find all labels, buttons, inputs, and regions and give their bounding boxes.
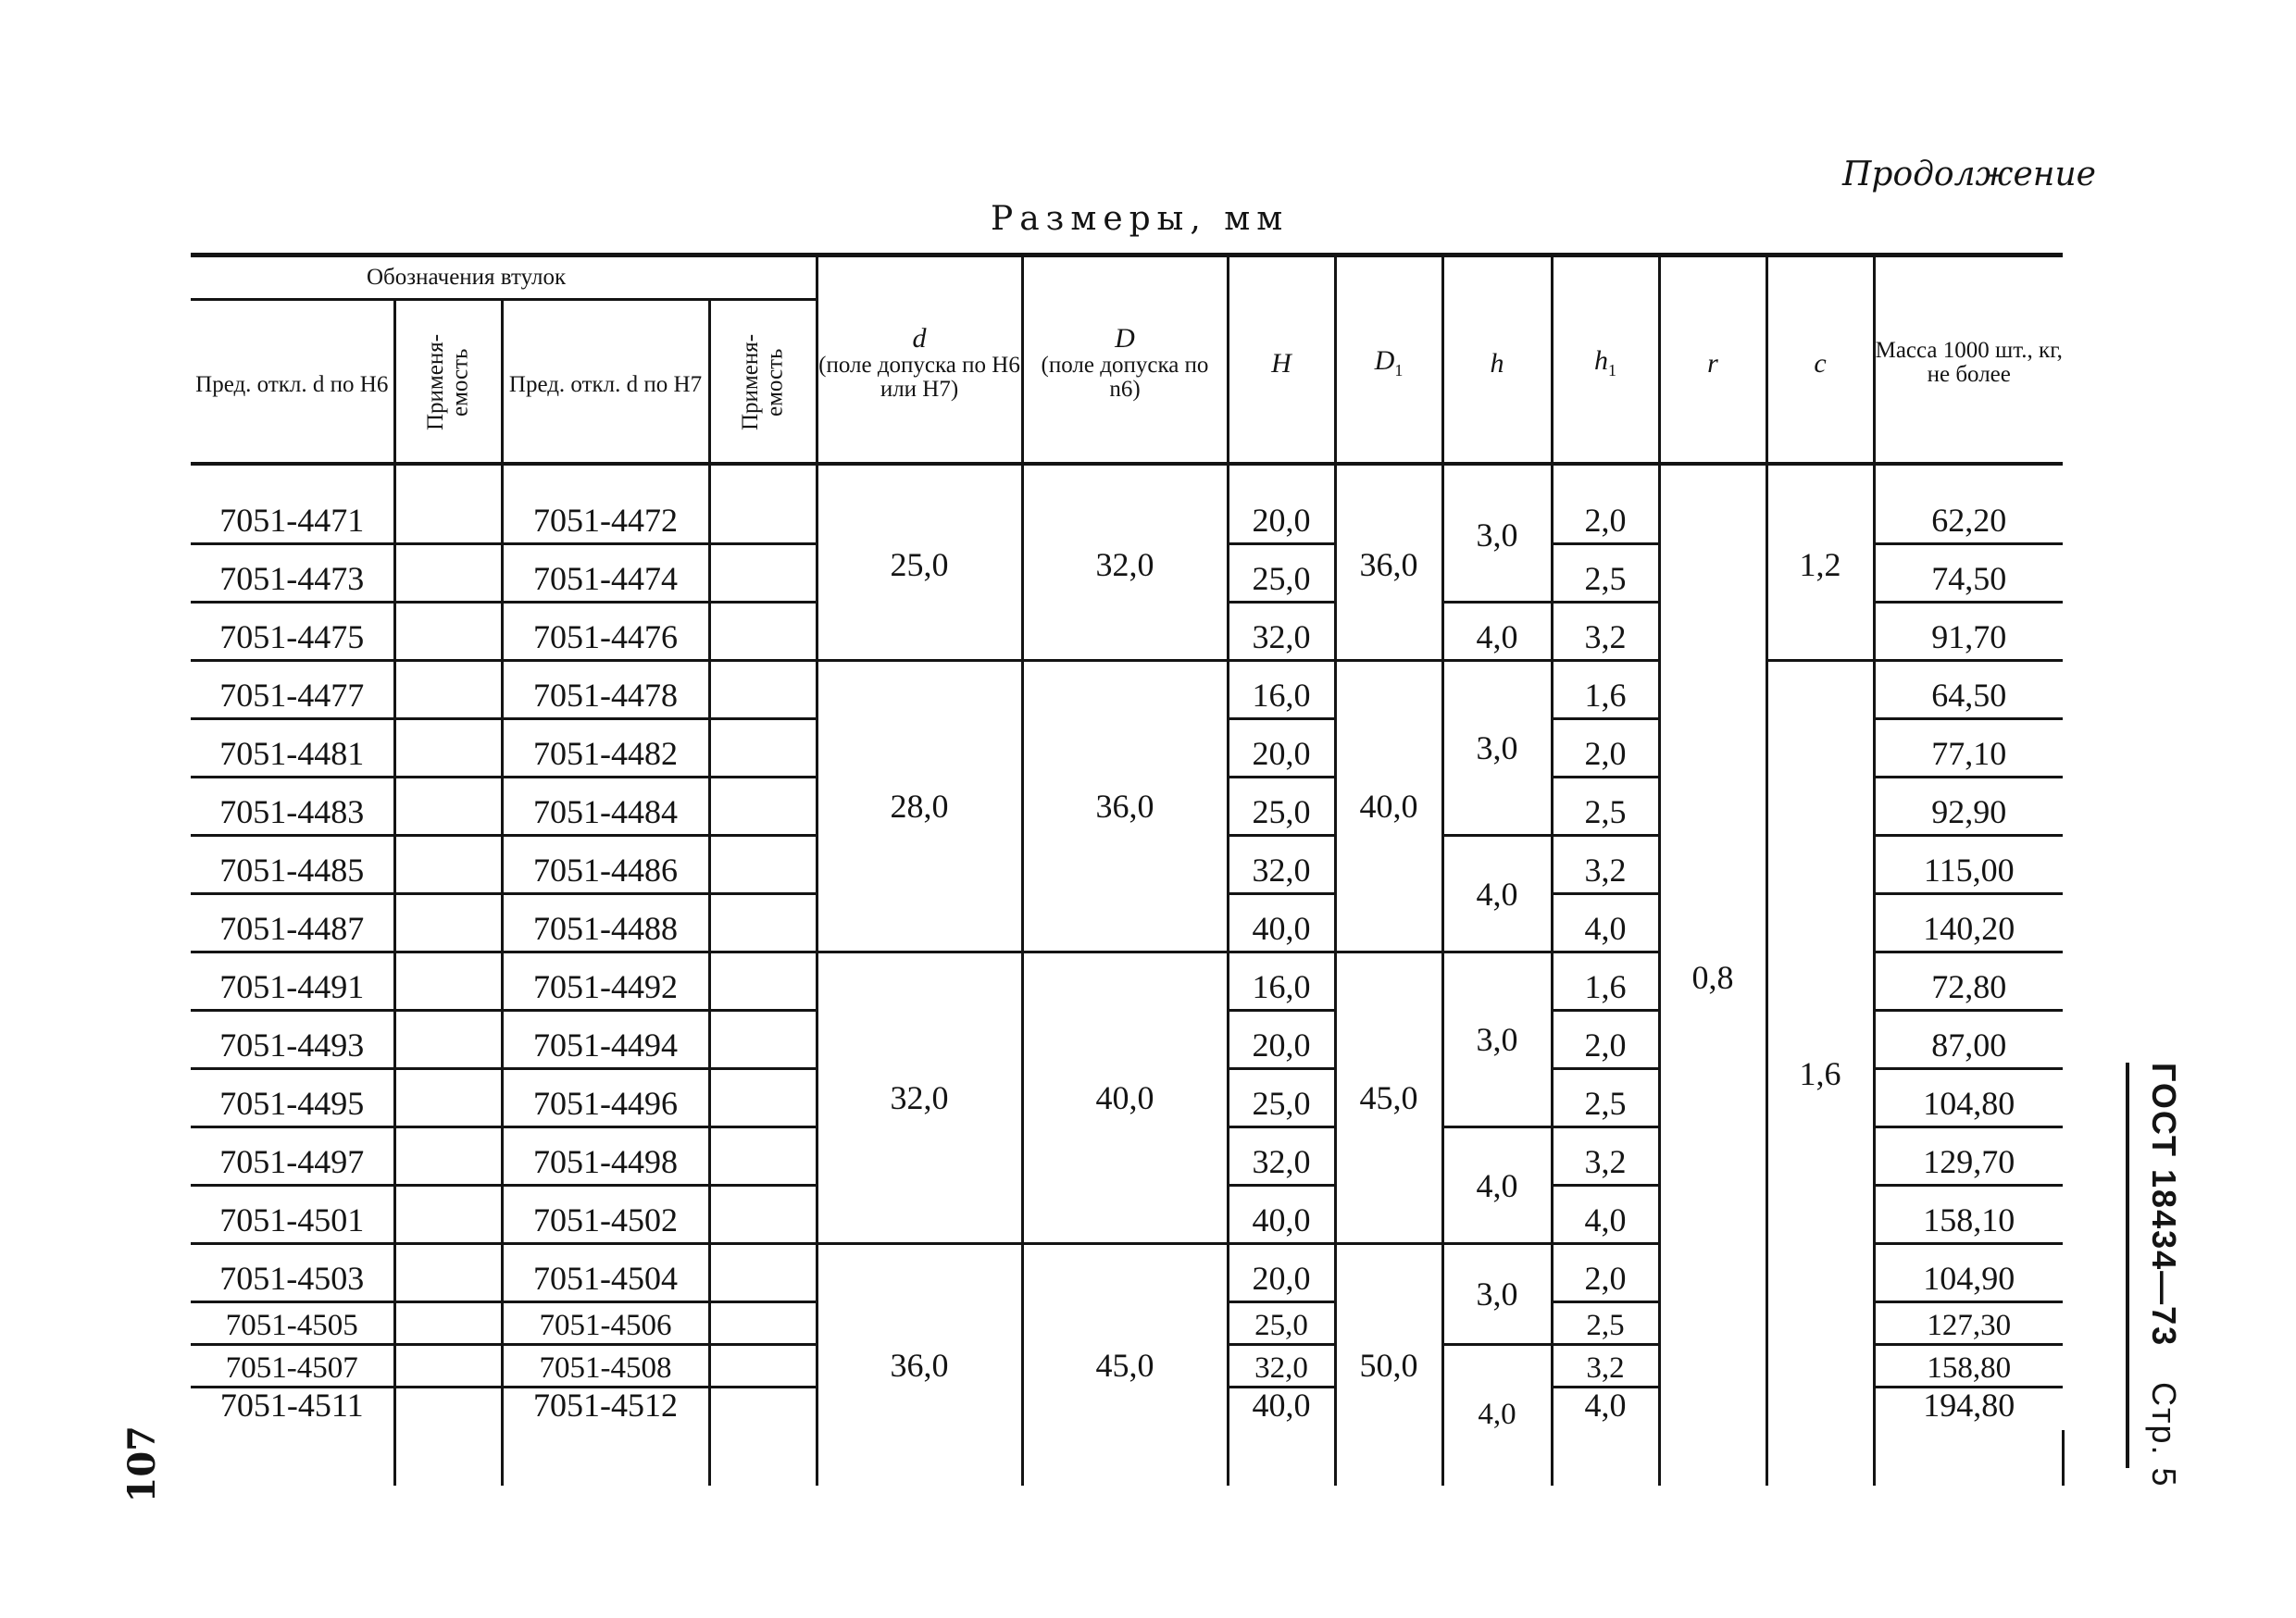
col-D: D (поле допуска по n6) [1022, 257, 1228, 469]
desig-h7: 7051-4496 [502, 1069, 709, 1127]
D1-value: 40,0 [1335, 661, 1442, 952]
d-value: 36,0 [817, 1244, 1022, 1486]
mass-value: 64,50 [1874, 661, 2063, 719]
mass-value: 92,90 [1874, 778, 2063, 836]
col-desig-h7: Пред. откл. d по H7 [502, 299, 709, 469]
h1-value: 2,5 [1552, 1069, 1659, 1127]
table-row [191, 661, 2065, 719]
desig-h7: 7051-4492 [502, 952, 709, 1011]
mass-value: 158,80 [1874, 1345, 2063, 1388]
use-cell [394, 1388, 502, 1430]
table-caption: Размеры, мм [991, 200, 1290, 238]
col-d: d (поле допуска по H6 или H7) [817, 257, 1022, 469]
h1-value: 2,0 [1552, 1011, 1659, 1069]
h-value: 4,0 [1442, 1345, 1552, 1486]
D-value: 45,0 [1022, 1244, 1228, 1486]
use-cell [709, 1388, 817, 1430]
use-cell [709, 836, 817, 894]
use-cell [394, 1127, 502, 1186]
h1-value: 4,0 [1552, 894, 1659, 952]
use-cell [709, 952, 817, 1011]
h1-value: 1,6 [1552, 661, 1659, 719]
mass-value: 104,90 [1874, 1244, 2063, 1302]
col-desig-h6: Пред. откл. d по H6 [195, 371, 389, 397]
use-cell [394, 1244, 502, 1302]
H-value: 25,0 [1228, 1069, 1335, 1127]
desig-h7: 7051-4482 [502, 719, 709, 778]
use-cell [394, 894, 502, 952]
standard-page: Стр. 5 [2145, 1382, 2183, 1488]
desig-h7: 7051-4506 [502, 1302, 709, 1345]
use-cell [709, 544, 817, 603]
d-value: 28,0 [817, 661, 1022, 952]
h-value: 3,0 [1442, 661, 1552, 836]
tail-cell [394, 1430, 502, 1486]
desig-h6: 7051-4491 [191, 952, 394, 1011]
use-cell [709, 1186, 817, 1244]
h1-value: 2,5 [1552, 1302, 1659, 1345]
standard-number: ГОСТ 18434—73 [2145, 1063, 2183, 1348]
desig-h7: 7051-4486 [502, 836, 709, 894]
tail-cell [2063, 1430, 2065, 1486]
mass-value: 158,10 [1874, 1186, 2063, 1244]
H-value: 32,0 [1228, 603, 1335, 661]
use-cell [394, 1069, 502, 1127]
mass-value: 72,80 [1874, 952, 2063, 1011]
desig-h7: 7051-4508 [502, 1345, 709, 1388]
col-D1: $D_1$ [1335, 257, 1442, 469]
desig-h6: 7051-4475 [191, 603, 394, 661]
standard-side-label [2144, 1063, 2183, 1488]
h1-value: 4,0 [1552, 1186, 1659, 1244]
col-c: c [1766, 257, 1874, 469]
use-cell [394, 1302, 502, 1345]
H-value: 40,0 [1228, 1186, 1335, 1244]
mass-value: 194,80 [1874, 1388, 2063, 1430]
h1-value: 3,2 [1552, 1127, 1659, 1186]
col-use-2: Применя-емость [709, 299, 817, 469]
use-cell [709, 1345, 817, 1388]
use-cell [394, 952, 502, 1011]
group-header: Обозначения втулок [191, 257, 817, 299]
desig-h7: 7051-4504 [502, 1244, 709, 1302]
table-row [191, 469, 2065, 544]
D1-value: 45,0 [1335, 952, 1442, 1244]
c-value: 1,6 [1766, 661, 1874, 1486]
desig-h7: 7051-4498 [502, 1127, 709, 1186]
desig-h6: 7051-4485 [191, 836, 394, 894]
D-value: 36,0 [1022, 661, 1228, 952]
use-cell [709, 894, 817, 952]
h1-value: 2,0 [1552, 1244, 1659, 1302]
D1-value: 50,0 [1335, 1244, 1442, 1486]
c-value: 1,2 [1766, 469, 1874, 661]
h1-value: 1,6 [1552, 952, 1659, 1011]
mass-value: 77,10 [1874, 719, 2063, 778]
desig-h7: 7051-4502 [502, 1186, 709, 1244]
d-value: 32,0 [817, 952, 1022, 1244]
desig-h6: 7051-4487 [191, 894, 394, 952]
desig-h6: 7051-4477 [191, 661, 394, 719]
col-H: H [1228, 257, 1335, 469]
H-value: 32,0 [1228, 1345, 1335, 1388]
H-value: 20,0 [1228, 1011, 1335, 1069]
desig-h6: 7051-4497 [191, 1127, 394, 1186]
desig-h6: 7051-4507 [191, 1345, 394, 1388]
use-cell [709, 603, 817, 661]
h-value: 3,0 [1442, 1244, 1552, 1345]
D-value: 32,0 [1022, 469, 1228, 661]
desig-h6: 7051-4483 [191, 778, 394, 836]
mass-value: 91,70 [1874, 603, 2063, 661]
col-h: h [1442, 257, 1552, 469]
use-cell [394, 661, 502, 719]
H-value: 20,0 [1228, 1244, 1335, 1302]
h-value: 3,0 [1442, 952, 1552, 1127]
desig-h6: 7051-4495 [191, 1069, 394, 1127]
mass-value: 115,00 [1874, 836, 2063, 894]
tail-cell [502, 1430, 709, 1486]
use-cell [709, 1244, 817, 1302]
H-value: 25,0 [1228, 778, 1335, 836]
h-value: 4,0 [1442, 1127, 1552, 1244]
use-cell [709, 469, 817, 544]
H-value: 20,0 [1228, 469, 1335, 544]
col-h1: $h_1$ [1552, 257, 1659, 469]
tail-cell [709, 1430, 817, 1486]
desig-h6: 7051-4473 [191, 544, 394, 603]
use-cell [394, 1186, 502, 1244]
H-value: 40,0 [1228, 1388, 1335, 1430]
use-cell [394, 778, 502, 836]
use-cell [394, 1011, 502, 1069]
D1-value: 36,0 [1335, 469, 1442, 661]
mass-value: 127,30 [1874, 1302, 2063, 1345]
use-cell [394, 544, 502, 603]
side-marker-bar [2126, 1063, 2129, 1468]
tail-cell [191, 1430, 394, 1486]
desig-h7: 7051-4484 [502, 778, 709, 836]
use-cell [394, 603, 502, 661]
use-cell [709, 1127, 817, 1186]
h1-value: 3,2 [1552, 836, 1659, 894]
desig-h7: 7051-4488 [502, 894, 709, 952]
desig-h7: 7051-4476 [502, 603, 709, 661]
H-value: 40,0 [1228, 894, 1335, 952]
h-value: 4,0 [1442, 836, 1552, 952]
col-r: r [1659, 257, 1766, 469]
use-cell [709, 778, 817, 836]
continuation-label: Продолжение [1842, 156, 2096, 193]
tail-cell [1228, 1430, 1335, 1486]
h-value: 3,0 [1442, 469, 1552, 603]
desig-h6: 7051-4471 [191, 469, 394, 544]
desig-h6: 7051-4503 [191, 1244, 394, 1302]
use-cell [394, 836, 502, 894]
desig-h6: 7051-4511 [219, 1387, 364, 1425]
desig-h7: 7051-4494 [502, 1011, 709, 1069]
desig-h6: 7051-4493 [191, 1011, 394, 1069]
H-value: 32,0 [1228, 1127, 1335, 1186]
use-cell [394, 1345, 502, 1388]
H-value: 25,0 [1228, 544, 1335, 603]
use-cell [709, 661, 817, 719]
mass-value: 74,50 [1874, 544, 2063, 603]
mass-value: 62,20 [1874, 469, 2063, 544]
use-cell [709, 1011, 817, 1069]
desig-h7: 7051-4472 [502, 469, 709, 544]
h1-value: 2,0 [1552, 469, 1659, 544]
use-cell [394, 719, 502, 778]
dimensions-table [191, 257, 2065, 1486]
r-value: 0,8 [1659, 469, 1766, 1486]
use-cell [709, 719, 817, 778]
h1-value: 3,2 [1552, 1345, 1659, 1388]
H-value: 16,0 [1228, 952, 1335, 1011]
mass-value: 104,80 [1874, 1069, 2063, 1127]
H-value: 16,0 [1228, 661, 1335, 719]
mass-value: 129,70 [1874, 1127, 2063, 1186]
desig-h7: 7051-4474 [502, 544, 709, 603]
h1-value: 3,2 [1552, 603, 1659, 661]
desig-h6: 7051-4501 [191, 1186, 394, 1244]
h1-value: 4,0 [1552, 1388, 1659, 1430]
mass-value: 87,00 [1874, 1011, 2063, 1069]
use-cell [709, 1069, 817, 1127]
H-value: 32,0 [1228, 836, 1335, 894]
tail-cell [1552, 1430, 1659, 1486]
desig-h7: 7051-4478 [502, 661, 709, 719]
h1-value: 2,5 [1552, 778, 1659, 836]
use-cell [709, 1302, 817, 1345]
h1-value: 2,5 [1552, 544, 1659, 603]
h-value: 4,0 [1442, 603, 1552, 661]
D-value: 40,0 [1022, 952, 1228, 1244]
H-value: 25,0 [1228, 1302, 1335, 1345]
tail-cell [1874, 1430, 2063, 1486]
col-mass: Масса 1000 шт., кг, не более [1874, 257, 2063, 469]
mass-value: 140,20 [1874, 894, 2063, 952]
d-value: 25,0 [817, 469, 1022, 661]
h1-value: 2,0 [1552, 719, 1659, 778]
H-value: 20,0 [1228, 719, 1335, 778]
use-cell [394, 469, 502, 544]
page-number: 107 [120, 1425, 164, 1503]
desig-h6: 7051-4481 [191, 719, 394, 778]
col-use-1: Применя-емость [394, 299, 502, 469]
desig-h7: 7051-4512 [502, 1388, 709, 1430]
desig-h6: 7051-4505 [191, 1302, 394, 1345]
